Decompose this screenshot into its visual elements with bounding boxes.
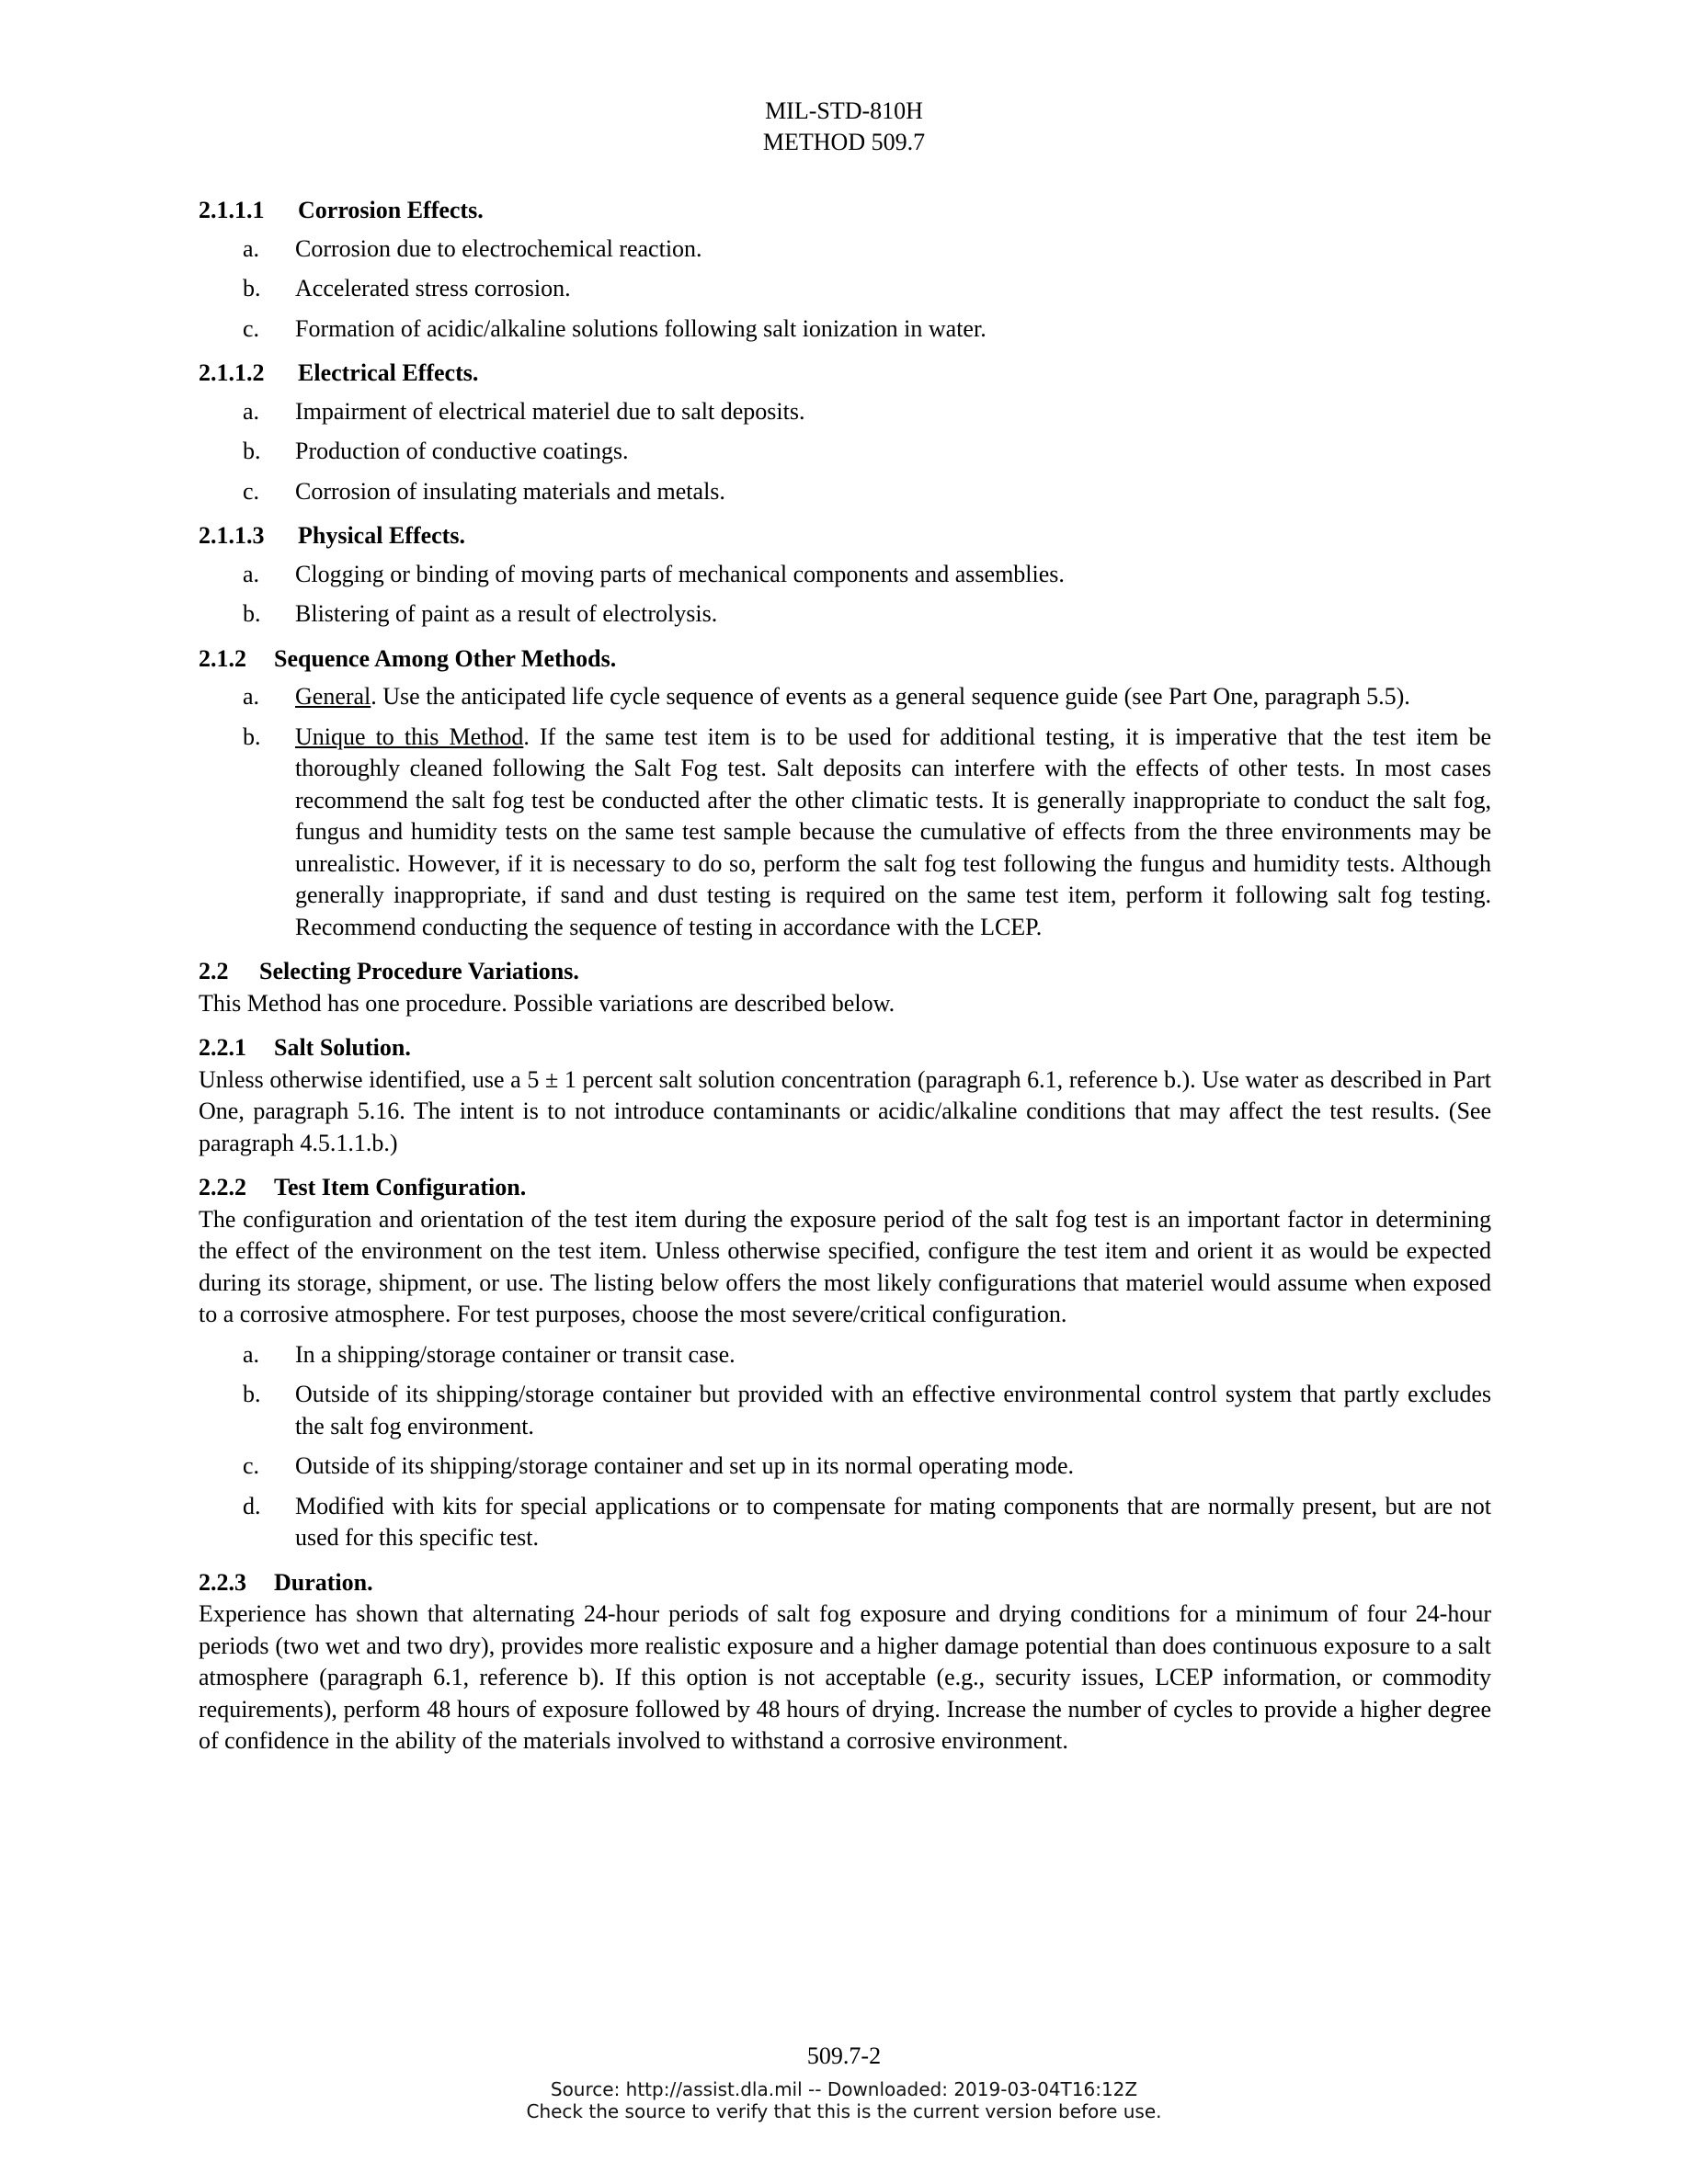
list-item-text: Formation of acidic/alkaline solutions following salt ionization in water. — [295, 314, 987, 342]
section-title: Test Item Configuration. — [274, 1174, 527, 1200]
list-item-letter: a. — [243, 683, 260, 710]
source-footer — [0, 2078, 1688, 2122]
list-item — [243, 273, 1491, 305]
page-header — [0, 96, 1688, 158]
section-heading-selecting-procedure — [199, 956, 1491, 988]
section-heading-electrical-effects — [199, 358, 1491, 390]
list-item — [243, 436, 1491, 468]
list-item-letter: c. — [243, 314, 260, 342]
list-item-text: Corrosion of insulating materials and metals. — [295, 477, 725, 505]
method-id: METHOD 509.7 — [762, 129, 926, 155]
list-item — [243, 559, 1491, 591]
list-item-body: . If the same test item is to be used for additional testing, it is imperative that the test item be thoroughly cleaned following the Salt Fog test. Salt deposits can interfere with the effects of other tests. In most cases recommend the salt fog test be conducted after the other climatic tests. It is generally inappropriate to conduct the salt fog, fungus and humidity tests on the same test sample because the cumulative of effects from the three environments may be unrealistic. However, if it is necessary to do so, perform the salt fog test following the fungus and humidity tests. Although generally inappropriate, if sand and dust testing is required on the same test item, perform it following salt fog testing. Recommend conducting the sequence of testing in accordance with the LCEP. — [295, 722, 1491, 940]
section-heading-salt-solution — [199, 1032, 1491, 1064]
section-number: 2.1.1.3 — [199, 522, 265, 549]
section-heading-sequence — [199, 643, 1491, 676]
section-heading-physical-effects — [199, 520, 1491, 552]
physical-effects-list — [243, 559, 1491, 631]
section-title: Sequence Among Other Methods. — [274, 644, 617, 672]
list-item-text: Outside of its shipping/storage container but provided with an effective environmental control system that partly excludes the salt fog environment. — [295, 1381, 1491, 1439]
paragraph: Unless otherwise identified, use a 5 ± 1 percent salt solution concentration (paragraph 6.1, reference b.). Use water as described in Part One, paragraph 5.16. The intent is to not introduce contaminants or acidic/alkaline conditions that may affect the test results. (See paragraph 4.5.1.1.b.) — [199, 1065, 1491, 1156]
list-item-letter: b. — [243, 600, 261, 627]
list-item-text — [295, 722, 1491, 944]
document-body — [199, 195, 1491, 1766]
list-item-letter: a. — [243, 560, 260, 587]
paragraph: This Method has one procedure. Possible variations are described below. — [199, 989, 895, 1017]
section-heading-duration — [199, 1567, 1491, 1599]
footer-notice-line: Check the source to verify that this is the current version before use. — [526, 2100, 1162, 2122]
list-item-letter: b. — [243, 722, 261, 750]
configuration-list — [243, 1339, 1491, 1554]
list-item-letter: b. — [243, 438, 261, 464]
corrosion-effects-list — [243, 233, 1491, 346]
sequence-list — [243, 681, 1491, 943]
section-number: 2.1.1.1 — [199, 197, 265, 223]
list-item — [243, 1491, 1491, 1554]
list-item — [243, 1339, 1491, 1371]
list-item-text: Blistering of paint as a result of electrolysis. — [295, 600, 718, 627]
list-item-text: Production of conductive coatings. — [295, 438, 629, 464]
list-item-text: Corrosion due to electrochemical reaction. — [295, 234, 702, 262]
section-title: Duration. — [274, 1568, 373, 1596]
section-title: Physical Effects. — [298, 522, 465, 549]
list-item — [243, 313, 1491, 346]
list-item-body: . Use the anticipated life cycle sequence of events as a general sequence guide (see Part One, paragraph 5.5). — [371, 683, 1410, 710]
electrical-effects-list — [243, 396, 1491, 508]
list-item — [243, 1379, 1491, 1442]
footer-source-line: Source: http://assist.dla.mil -- Downloaded: 2019-03-04T16:12Z — [550, 2078, 1138, 2100]
list-item-letter: c. — [243, 1452, 260, 1479]
list-item-text — [295, 681, 1491, 713]
list-item-letter: a. — [243, 1340, 260, 1368]
list-item — [243, 1450, 1491, 1483]
list-item-letter: b. — [243, 1381, 261, 1407]
list-item — [243, 598, 1491, 631]
list-item-letter: a. — [243, 397, 260, 425]
list-item-text: Accelerated stress corrosion. — [295, 275, 571, 301]
section-number: 2.2.2 — [199, 1174, 246, 1200]
paragraph: Experience has shown that alternating 24-hour periods of salt fog exposure and drying conditions for a minimum of four 24-hour periods (two wet and two dry), provides more realistic exposure and a higher damage potential than does continuous exposure to a salt atmosphere (paragraph 6.1, reference b). If this option is not acceptable (e.g., security issues, LCEP information, or commodity requirements), perform 48 hours of exposure followed by 48 hours of drying. Increase the number of cycles to provide a higher degree of confidence in the ability of the materials involved to withstand a corrosive environment. — [199, 1600, 1491, 1754]
paragraph: The configuration and orientation of the test item during the exposure period of the salt fog test is an important factor in determining the effect of the environment on the test item. Unless otherwise specified, configure the test item and orient it as would be expected during its storage, shipment, or use. The listing below offers the most likely configurations that materiel would assume when exposed to a corrosive atmosphere. For test purposes, choose the most severe/critical configuration. — [199, 1205, 1491, 1327]
list-item — [243, 396, 1491, 428]
section-title: Salt Solution. — [274, 1034, 411, 1061]
underlined-term: Unique to this Method — [295, 722, 524, 750]
section-heading-corrosion-effects — [199, 195, 1491, 227]
list-item — [243, 233, 1491, 266]
section-number: 2.2.1 — [199, 1034, 246, 1061]
section-number: 2.1.2 — [199, 644, 246, 672]
list-item-letter: b. — [243, 275, 261, 301]
list-item-text: Outside of its shipping/storage container and set up in its normal operating mode. — [295, 1452, 1075, 1479]
section-title: Electrical Effects. — [298, 359, 479, 386]
section-number: 2.1.1.2 — [199, 359, 265, 386]
section-title: Corrosion Effects. — [298, 197, 484, 223]
section-number: 2.2.3 — [199, 1568, 246, 1596]
section-number: 2.2 — [199, 958, 229, 984]
list-item-text: Impairment of electrical materiel due to salt deposits. — [295, 397, 805, 425]
underlined-term: General — [295, 683, 371, 710]
list-item — [243, 476, 1491, 508]
list-item-letter: a. — [243, 234, 260, 262]
document-id: MIL-STD-810H — [765, 97, 923, 124]
section-heading-test-item-configuration — [199, 1172, 1491, 1204]
list-item-text: Modified with kits for special applications or to compensate for mating components that are normally present, but are not used for this specific test. — [295, 1492, 1491, 1551]
list-item-text: Clogging or binding of moving parts of mechanical components and assemblies. — [295, 560, 1065, 587]
list-item-letter: d. — [243, 1492, 261, 1519]
section-title: Selecting Procedure Variations. — [259, 958, 579, 984]
list-item — [243, 722, 1491, 944]
list-item-text: In a shipping/storage container or transit case. — [295, 1340, 736, 1368]
page-number: 509.7-2 — [806, 2042, 882, 2069]
list-item — [243, 681, 1491, 713]
list-item-letter: c. — [243, 477, 260, 505]
